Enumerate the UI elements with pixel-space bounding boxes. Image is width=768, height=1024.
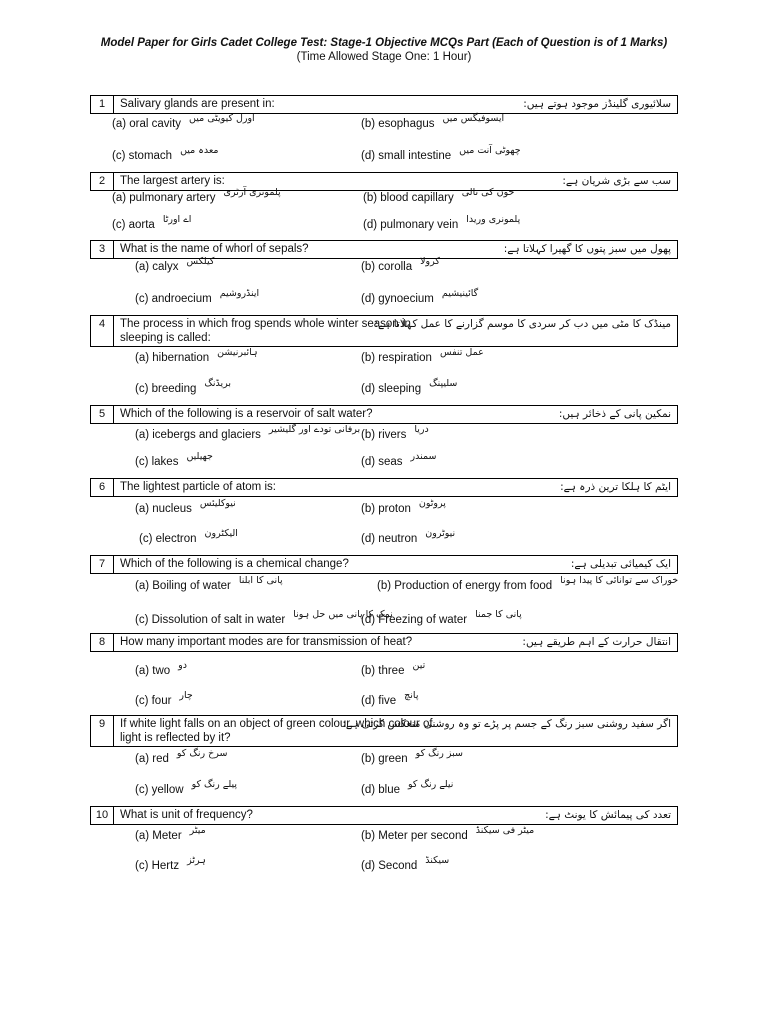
- option-label-urdu: عمل تنفس: [439, 347, 484, 358]
- option-label: (a) nucleus: [135, 503, 192, 515]
- option-label: (d) seas: [361, 456, 403, 468]
- option-label: (b) esophagus: [361, 118, 435, 130]
- question-row: [90, 315, 678, 347]
- question-number: 9: [91, 716, 114, 746]
- question-text: The lightest particle of atom is:: [120, 481, 276, 493]
- question-row: [90, 172, 678, 191]
- question-number: 8: [91, 634, 114, 651]
- option-label: (d) Freezing of water: [361, 614, 468, 626]
- option-d[interactable]: [361, 779, 454, 796]
- option-label: (d) small intestine: [361, 150, 452, 162]
- option-label-urdu: میٹر فی سیکنڈ: [475, 825, 535, 836]
- option-label-urdu: جھیلیں: [186, 451, 213, 462]
- option-label: (a) two: [135, 665, 171, 677]
- question-number: 5: [91, 406, 114, 423]
- option-label-urdu: پلمونری وریدا: [466, 214, 521, 225]
- question-text-urdu: انتقال حرارت کے اہم طریقے ہیں:: [522, 636, 671, 648]
- question-text: Which of the following is a chemical change?: [120, 558, 349, 570]
- option-label-urdu: سبز رنگ کو: [415, 748, 463, 759]
- option-label-urdu: نیوکلیئس: [199, 498, 236, 509]
- question-text: Salivary glands are present in:: [120, 98, 275, 110]
- question-text-urdu: مینڈک کا مٹی میں دب کر سردی کا موسم گزارنے کا عمل کہلاتا ہے:: [374, 318, 671, 330]
- option-c[interactable]: [135, 451, 213, 468]
- option-b[interactable]: [361, 256, 440, 273]
- option-label: (c) four: [135, 695, 172, 707]
- option-d[interactable]: [363, 214, 521, 231]
- option-label-urdu: چار: [179, 690, 193, 701]
- option-label-urdu: معدہ میں: [180, 145, 219, 156]
- option-label-urdu: دریا: [414, 424, 429, 435]
- option-label-urdu: چھوٹی آنت میں: [459, 145, 521, 156]
- question-text-urdu: تعدد کی پیمائش کا یونٹ ہے:: [545, 809, 671, 821]
- question-number: 10: [91, 807, 114, 824]
- question-text: The process in which frog spends whole winter season in sleeping is called:: [120, 318, 411, 344]
- option-label: (d) Second: [361, 860, 418, 872]
- option-a[interactable]: [112, 187, 281, 204]
- option-label: (a) red: [135, 753, 169, 765]
- paper-title: Model Paper for Girls Cadet College Test: Stage-1 Objective MCQs Part (Each of Question is of 1 Marks): [100, 37, 668, 49]
- option-label: (a) oral cavity: [112, 118, 182, 130]
- option-label-urdu: ایسوفیگس میں: [442, 113, 505, 124]
- option-c[interactable]: [135, 288, 260, 305]
- option-label: (a) Boiling of water: [135, 580, 231, 592]
- option-label-urdu: نیوٹرون: [425, 528, 456, 539]
- option-label-urdu: سیکنڈ: [425, 855, 450, 866]
- question-text-urdu: ایٹم کا ہلکا ترین ذرہ ہے:: [560, 481, 671, 493]
- option-label: (c) yellow: [135, 784, 184, 796]
- option-c[interactable]: [135, 690, 193, 707]
- question-number: 1: [91, 96, 114, 113]
- option-label: (b) corolla: [361, 261, 413, 273]
- option-label: (a) calyx: [135, 261, 179, 273]
- option-b[interactable]: [361, 660, 426, 677]
- option-label-urdu: نیلے رنگ کو: [408, 779, 454, 790]
- option-c[interactable]: [139, 528, 238, 545]
- option-b[interactable]: [363, 187, 515, 204]
- option-d[interactable]: [361, 528, 456, 545]
- option-label-urdu: پروٹون: [418, 498, 446, 509]
- option-label: (a) Meter: [135, 830, 182, 842]
- option-label: (c) lakes: [135, 456, 179, 468]
- option-label: (c) Hertz: [135, 860, 180, 872]
- option-label-urdu: اورل کیویٹی میں: [189, 113, 255, 124]
- option-d[interactable]: [361, 145, 521, 162]
- option-a[interactable]: [135, 575, 283, 592]
- option-label-urdu: پانی کا جمنا: [475, 609, 522, 620]
- option-label-urdu: ہائبرنیشن: [217, 347, 258, 358]
- option-a[interactable]: [112, 113, 255, 130]
- question-number: 2: [91, 173, 114, 190]
- option-label: (b) green: [361, 753, 408, 765]
- question-text-urdu: پھول میں سبز پتوں کا گھیرا کہلاتا ہے:: [503, 243, 671, 255]
- option-b[interactable]: [361, 748, 463, 765]
- question-text: The largest artery is:: [120, 175, 225, 187]
- option-label: (d) neutron: [361, 533, 418, 545]
- option-d[interactable]: [361, 378, 458, 395]
- option-label: (c) stomach: [112, 150, 173, 162]
- question-row: [90, 715, 678, 747]
- option-label: (c) breeding: [135, 383, 197, 395]
- option-label: (d) five: [361, 695, 397, 707]
- option-label-urdu: میٹر: [189, 825, 206, 836]
- question-number: 6: [91, 479, 114, 496]
- question-row: [90, 633, 678, 652]
- option-label: (c) androecium: [135, 293, 212, 305]
- option-label: (c) aorta: [112, 219, 155, 231]
- option-label-urdu: گائینیشیم: [441, 288, 479, 299]
- option-c[interactable]: [112, 214, 192, 231]
- question-number: 7: [91, 556, 114, 573]
- option-b[interactable]: [361, 113, 505, 130]
- question-row: [90, 95, 678, 114]
- question-number: 3: [91, 241, 114, 258]
- option-label-urdu: برفانی تودے اور گلیشیر: [268, 424, 361, 435]
- option-label-urdu: سلیپنگ: [429, 378, 458, 389]
- question-row: [90, 240, 678, 259]
- question-row: [90, 405, 678, 424]
- question-text-urdu: سلائیوری گلینڈز موجود ہوتے ہیں:: [523, 98, 671, 110]
- option-label-urdu: پلمونری آرٹری: [223, 187, 281, 198]
- option-c[interactable]: [135, 378, 232, 395]
- option-label: (c) Dissolution of salt in water: [135, 614, 286, 626]
- question-text: Which of the following is a reservoir of salt water?: [120, 408, 373, 420]
- option-label: (a) pulmonary artery: [112, 192, 216, 204]
- option-a[interactable]: [135, 748, 228, 765]
- option-label-urdu: کیلکس: [186, 256, 215, 267]
- option-label: (d) sleeping: [361, 383, 422, 395]
- option-label-urdu: اینڈروشیم: [219, 288, 260, 299]
- option-d[interactable]: [361, 288, 479, 305]
- option-label-urdu: کرولا: [420, 256, 440, 267]
- option-label-urdu: بریڈنگ: [204, 378, 232, 389]
- question-text: If white light falls on an object of green colour, which colour of light is reflected by it?: [120, 718, 433, 744]
- option-a[interactable]: [135, 498, 236, 515]
- option-label-urdu: نمک کا پانی میں حل ہونا: [293, 609, 393, 620]
- option-b[interactable]: [361, 347, 484, 364]
- question-row: [90, 806, 678, 825]
- option-label: (c) electron: [139, 533, 197, 545]
- option-label-urdu: تین: [412, 660, 426, 671]
- option-label-urdu: سمندر: [410, 451, 437, 462]
- option-a[interactable]: [135, 256, 215, 273]
- option-label: (b) Production of energy from food: [377, 580, 553, 592]
- paper-subtitle: (Time Allowed Stage One: 1 Hour): [296, 51, 472, 63]
- option-label: (b) Meter per second: [361, 830, 468, 842]
- option-c[interactable]: [135, 609, 393, 626]
- option-a[interactable]: [135, 660, 187, 677]
- question-row: [90, 555, 678, 574]
- question-text: What is the name of whorl of sepals?: [120, 243, 309, 255]
- option-b[interactable]: [361, 498, 446, 515]
- option-b[interactable]: [377, 575, 679, 592]
- option-label-urdu: خون کی نالی: [461, 187, 515, 198]
- option-label-urdu: سرخ رنگ کو: [176, 748, 228, 759]
- option-a[interactable]: [135, 424, 361, 441]
- question-text-urdu: نمکین پانی کے ذخائر ہیں:: [558, 408, 671, 420]
- option-label: (b) rivers: [361, 429, 407, 441]
- option-label-urdu: الیکٹرون: [204, 528, 238, 539]
- question-text-urdu: ایک کیمیائی تبدیلی ہے:: [570, 558, 671, 570]
- question-text-urdu: اگر سفید روشنی سبز رنگ کے جسم پر پڑے تو وہ روشنی منعکس کرتی ہے:: [342, 718, 671, 730]
- option-b[interactable]: [361, 825, 535, 842]
- option-label: (b) respiration: [361, 352, 432, 364]
- option-label-urdu: ہرٹز: [187, 855, 206, 866]
- option-label: (b) three: [361, 665, 405, 677]
- option-label-urdu: پیلے رنگ کو: [191, 779, 237, 790]
- option-b[interactable]: [361, 424, 429, 441]
- option-label: (d) pulmonary vein: [363, 219, 459, 231]
- option-label-urdu: پانی کا ابلنا: [238, 575, 283, 586]
- option-label-urdu: پانچ: [404, 690, 419, 701]
- option-c[interactable]: [135, 855, 206, 872]
- question-text: How many important modes are for transmission of heat?: [120, 636, 413, 648]
- option-label-urdu: خوراک سے توانائی کا پیدا ہونا: [560, 575, 679, 586]
- option-label-urdu: دو: [178, 660, 187, 671]
- option-label: (b) blood capillary: [363, 192, 454, 204]
- option-d[interactable]: [361, 609, 522, 626]
- option-label: (b) proton: [361, 503, 411, 515]
- question-row: [90, 478, 678, 497]
- option-a[interactable]: [135, 825, 206, 842]
- option-a[interactable]: [135, 347, 258, 364]
- option-label-urdu: اے اورٹا: [162, 214, 192, 225]
- option-label: (d) blue: [361, 784, 400, 796]
- option-d[interactable]: [361, 451, 437, 468]
- question-text-urdu: سب سے بڑی شریان ہے:: [562, 175, 671, 187]
- option-label: (a) hibernation: [135, 352, 210, 364]
- option-label: (d) gynoecium: [361, 293, 434, 305]
- option-c[interactable]: [135, 779, 237, 796]
- option-label: (a) icebergs and glaciers: [135, 429, 261, 441]
- question-text: What is unit of frequency?: [120, 809, 253, 821]
- option-c[interactable]: [112, 145, 219, 162]
- option-d[interactable]: [361, 690, 419, 707]
- option-d[interactable]: [361, 855, 450, 872]
- question-number: 4: [91, 316, 114, 346]
